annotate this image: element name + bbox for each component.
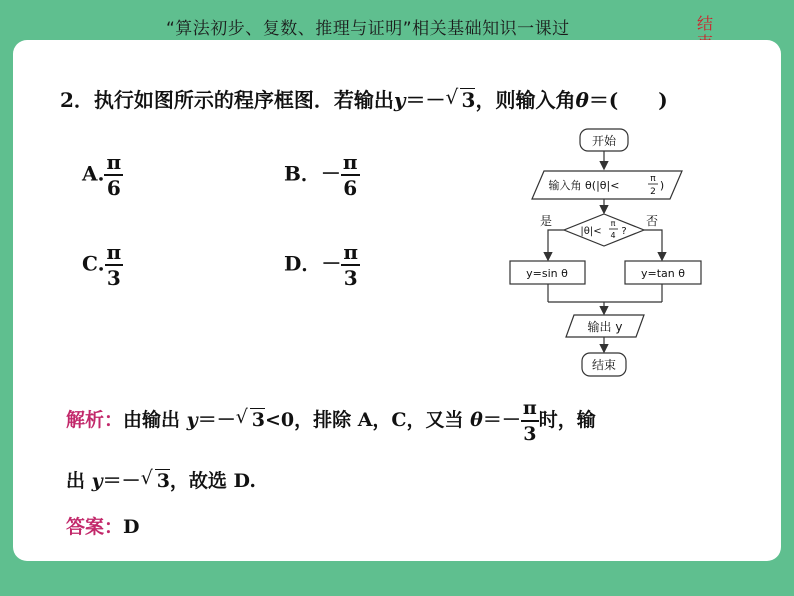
option-b[interactable] bbox=[284, 150, 360, 200]
flow-condition-diamond bbox=[564, 214, 644, 246]
solution-line-2 bbox=[66, 466, 256, 493]
flow-output-label: 输出 y bbox=[587, 320, 623, 334]
solution-text-2: <0，排除 A，C，又当 bbox=[264, 409, 471, 431]
solution-frac-num: π bbox=[522, 397, 537, 419]
question-var-y: y bbox=[393, 88, 406, 112]
question-eq: ＝－ bbox=[405, 88, 446, 112]
header-bar bbox=[0, 0, 794, 40]
flowchart bbox=[500, 120, 710, 385]
option-d-label: D． bbox=[284, 251, 322, 276]
solution-var-y-2: y bbox=[91, 470, 103, 492]
flow-cond-label: |θ|< bbox=[580, 226, 602, 237]
flow-cond-num: π bbox=[610, 219, 616, 228]
solution-sqrt-arg: 3 bbox=[251, 409, 265, 431]
question-tail: ＝( ) bbox=[588, 88, 668, 112]
solution-line-1 bbox=[66, 396, 596, 446]
option-d-sign: － bbox=[321, 251, 342, 276]
option-d-fraction bbox=[341, 240, 360, 290]
end-label-1: 结 bbox=[696, 14, 713, 33]
solution-sqrt-2 bbox=[155, 469, 170, 492]
solution-var-y: y bbox=[186, 409, 198, 431]
option-c-num: π bbox=[106, 240, 122, 264]
question-var-theta: θ bbox=[575, 88, 589, 112]
solution-sqrt bbox=[250, 408, 265, 431]
question-sqrt-arg: 3 bbox=[461, 88, 476, 112]
flow-input-num: π bbox=[650, 174, 656, 184]
question-part-1: ．执行如图所示的程序框图．若输出 bbox=[73, 88, 394, 112]
flow-tan-label: y=tan θ bbox=[641, 267, 685, 280]
option-c-den: 3 bbox=[105, 264, 124, 290]
solution-fraction bbox=[521, 396, 539, 446]
question-part-2: ，则输入角 bbox=[475, 88, 576, 112]
solution-text-1: 由输出 bbox=[123, 409, 187, 431]
flow-start-label: 开始 bbox=[591, 134, 617, 148]
option-a-fraction bbox=[104, 150, 123, 200]
flow-yes-label: 是 bbox=[539, 214, 553, 228]
question-sqrt bbox=[460, 88, 476, 111]
option-a[interactable] bbox=[82, 150, 123, 200]
answer-value: D bbox=[123, 516, 140, 538]
question-number: 2 bbox=[60, 88, 74, 112]
answer-line bbox=[66, 512, 140, 539]
option-a-num: π bbox=[106, 150, 122, 174]
flow-no-label: 否 bbox=[645, 214, 659, 228]
flow-end-label: 结束 bbox=[591, 358, 617, 372]
flow-input-suffix: ) bbox=[659, 179, 665, 192]
option-b-fraction bbox=[341, 150, 360, 200]
option-d-num: π bbox=[343, 240, 358, 264]
solution-label: 解析： bbox=[66, 409, 124, 431]
flow-cond-suffix: ? bbox=[621, 226, 627, 237]
question-text bbox=[60, 84, 668, 113]
flow-input-den: 2 bbox=[650, 187, 656, 197]
flow-cond-den: 4 bbox=[610, 231, 616, 240]
option-b-sign: － bbox=[320, 161, 341, 186]
option-b-label: B． bbox=[284, 161, 321, 186]
solution-text-3: 时，输 bbox=[538, 409, 596, 431]
option-c-fraction bbox=[105, 240, 124, 290]
solution-text-5: ，故选 D. bbox=[169, 470, 256, 492]
flow-sin-label: y=sin θ bbox=[526, 267, 568, 280]
option-a-label: A. bbox=[82, 161, 105, 186]
option-b-den: 6 bbox=[341, 174, 360, 200]
solution-text-4: 出 bbox=[66, 470, 92, 492]
solution-eq: ＝－ bbox=[197, 409, 236, 431]
solution-frac-den: 3 bbox=[521, 420, 539, 446]
solution-eq-2: ＝－ bbox=[482, 409, 521, 431]
option-c[interactable] bbox=[82, 240, 123, 290]
solution-var-theta: θ bbox=[470, 409, 483, 431]
option-d[interactable] bbox=[284, 240, 360, 290]
option-a-den: 6 bbox=[104, 174, 123, 200]
page-title: “算法初步、复数、推理与证明”相关基础知识一课过 bbox=[166, 19, 570, 39]
option-d-den: 3 bbox=[341, 264, 360, 290]
option-c-label: C. bbox=[82, 251, 105, 276]
answer-label: 答案： bbox=[66, 516, 124, 538]
option-b-num: π bbox=[342, 150, 358, 174]
solution-eq-3: ＝－ bbox=[102, 470, 141, 492]
solution-sqrt-arg-2: 3 bbox=[156, 470, 170, 492]
flow-input-label: 输入角 θ(|θ|< bbox=[548, 179, 620, 192]
